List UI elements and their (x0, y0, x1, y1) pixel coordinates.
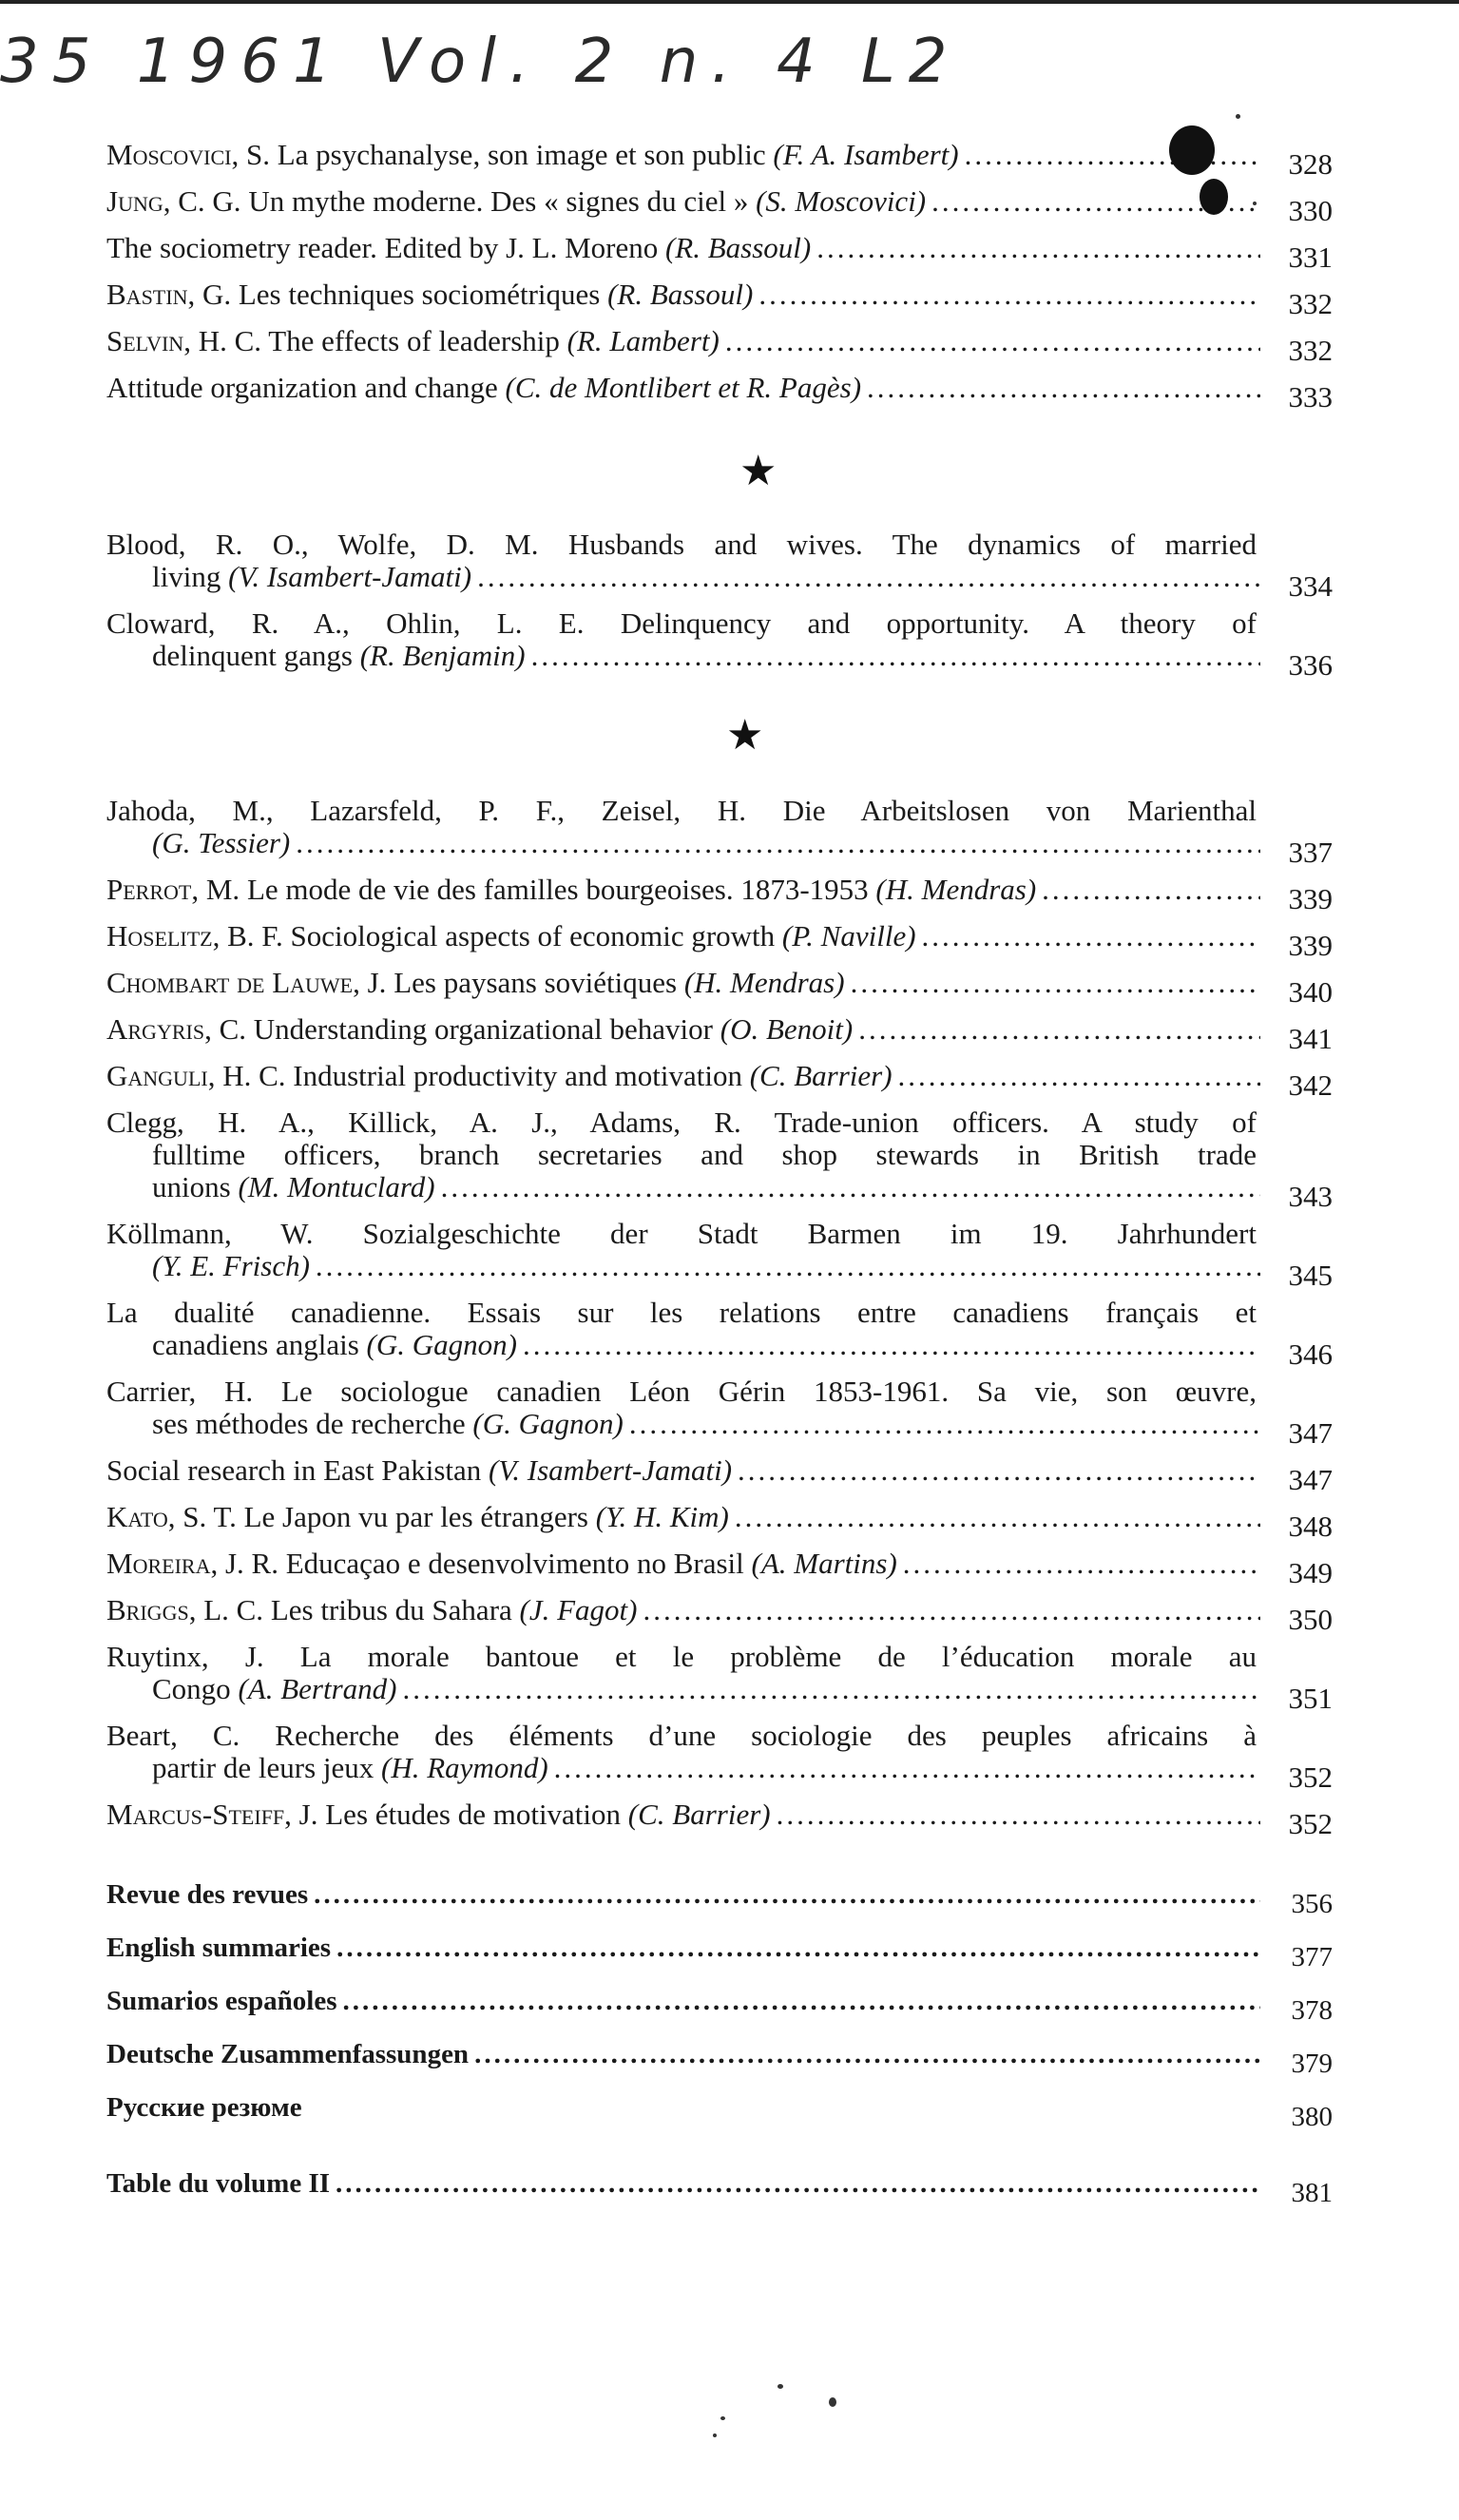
toc-entry: Cloward, R. A., Ohlin, L. E. Delinquency and opportunity. A theory of delinquent gangs (R. Benjamin) ..... 336 (106, 607, 1333, 672)
section-entry: Table du volume II ..... 381 (106, 2167, 1333, 2200)
toc-entry: Ruytinx, J. La morale bantoue et le problème de l’éducation morale au Congo (A. Bertrand) ..... 351 (106, 1641, 1333, 1705)
section-entry: Русские резюме 380 (106, 2092, 1333, 2132)
toc-entry: Perrot, M. Le mode de vie des familles bourgeoises. 1873-1953 (H. Mendras) ..... 339 (106, 874, 1333, 906)
toc-entry: Köllmann, W. Sozialgeschichte der Stadt Barmen im 19. Jahrhundert (Y. E. Frisch) ..... 345 (106, 1218, 1333, 1282)
toc-entry: Moscovici, S. La psychanalyse, son image et son public (F. A. Isambert) ..... 328 (106, 139, 1333, 171)
toc-entry: Clegg, H. A., Killick, A. J., Adams, R. Trade-union officers. A study of fulltime officers, branch secretaries and shop stewards in British trade unions (M. Montuclard) ..... 343 (106, 1106, 1333, 1203)
toc-entry: Ganguli, H. C. Industrial productivity and motivation (C. Barrier) ..... 342 (106, 1060, 1333, 1092)
page-number: 380 (1291, 2102, 1333, 2132)
page-number: 336 (1288, 648, 1333, 682)
toc-entry: Briggs, L. C. Les tribus du Sahara (J. Fagot) ..... 350 (106, 1594, 1333, 1626)
toc-entry: Kato, S. T. Le Japon vu par les étrangers (Y. H. Kim) ..... 348 (106, 1501, 1333, 1533)
page-number: 339 (1288, 882, 1333, 915)
toc-entry: Marcus-Steiff, J. Les études de motivation (C. Barrier) ..... 352 (106, 1799, 1333, 1831)
page-number: 345 (1288, 1259, 1333, 1292)
page-number: 350 (1288, 1603, 1333, 1636)
page-number: 351 (1288, 1682, 1333, 1715)
toc-entry: Attitude organization and change (C. de Montlibert et R. Pagès) ..... 333 (106, 372, 1333, 404)
page-number: 377 (1291, 1942, 1333, 1972)
page-number: 332 (1288, 287, 1333, 320)
toc-group-1 (106, 139, 1333, 418)
ink-blot (1200, 179, 1228, 215)
ink-speck (720, 2416, 725, 2420)
handwritten-annotation: 35 1961 Vol. 2 n. 4 L2 (0, 27, 961, 97)
page-number: 352 (1288, 1760, 1333, 1794)
toc-entry: Social research in East Pakistan (V. Isambert-Jamati) ..... 347 (106, 1454, 1333, 1487)
toc-entry: Jahoda, M., Lazarsfeld, P. F., Zeisel, H. Die Arbeitslosen von Marienthal (G. Tessier) ..... 337 (106, 795, 1333, 859)
page-number: 381 (1291, 2178, 1333, 2208)
page-number: 346 (1288, 1337, 1333, 1371)
toc-sections (106, 1878, 1333, 2214)
page-number: 333 (1288, 380, 1333, 414)
page-number: 378 (1291, 1995, 1333, 2026)
page-number: 343 (1288, 1180, 1333, 1213)
toc-entry: Jung, C. G. Un mythe moderne. Des « signes du ciel » (S. Moscovici) ..... 330 (106, 185, 1333, 218)
toc-entry: The sociometry reader. Edited by J. L. Moreno (R. Bassoul) ..... 331 (106, 232, 1333, 264)
page-number: 347 (1288, 1416, 1333, 1450)
top-border (0, 0, 1459, 4)
toc-entry: Argyris, C. Understanding organizational behavior (O. Benoit) ..... 341 (106, 1013, 1333, 1046)
page-number: 337 (1288, 836, 1333, 869)
toc-entry: Bastin, G. Les techniques sociométriques (R. Bassoul) ..... 332 (106, 279, 1333, 311)
toc-group-2 (106, 529, 1333, 686)
toc-entry: Moreira, J. R. Educaçao e desenvolvimento no Brasil (A. Martins) ..... 349 (106, 1548, 1333, 1580)
star-separator: ★ (726, 711, 764, 760)
section-entry: Revue des revues ..... 356 (106, 1878, 1333, 1911)
section-entry: Sumarios españoles ..... 378 (106, 1985, 1333, 2017)
section-entry: Deutsche Zusammenfassungen ..... 379 (106, 2038, 1333, 2070)
ink-speck (713, 2433, 717, 2437)
page-number: 340 (1288, 975, 1333, 1009)
page-number: 349 (1288, 1556, 1333, 1589)
ink-speck (1236, 114, 1240, 119)
page-number: 342 (1288, 1068, 1333, 1102)
page-number: 379 (1291, 2049, 1333, 2079)
page-number: 339 (1288, 929, 1333, 962)
page-number: 330 (1288, 194, 1333, 227)
toc-entry: Blood, R. O., Wolfe, D. M. Husbands and wives. The dynamics of married living (V. Isambert-Jamati) ..... 334 (106, 529, 1333, 593)
toc-entry: Chombart de Lauwe, J. Les paysans soviétiques (H. Mendras) ..... 340 (106, 967, 1333, 999)
toc-group-3 (106, 795, 1333, 1845)
ink-blot (1169, 125, 1215, 175)
toc-entry: Hoselitz, B. F. Sociological aspects of economic growth (P. Naville) ..... 339 (106, 920, 1333, 952)
page-number: 352 (1288, 1807, 1333, 1840)
page-number: 328 (1288, 147, 1333, 181)
page-number: 331 (1288, 240, 1333, 274)
page-number: 347 (1288, 1463, 1333, 1496)
star-separator: ★ (739, 447, 777, 495)
page-number: 356 (1291, 1889, 1333, 1919)
page-number: 341 (1288, 1022, 1333, 1055)
toc-entry: Selvin, H. C. The effects of leadership (R. Lambert) ..... 332 (106, 325, 1333, 357)
section-entry: English summaries ..... 377 (106, 1932, 1333, 1964)
ink-speck (829, 2397, 836, 2407)
page-number: 332 (1288, 334, 1333, 367)
page-number: 334 (1288, 569, 1333, 603)
ink-speck (1253, 202, 1257, 205)
ink-speck (777, 2384, 783, 2389)
toc-entry: La dualité canadienne. Essais sur les relations entre canadiens français et canadiens anglais (G. Gagnon) ..... 346 (106, 1297, 1333, 1361)
toc-entry: Beart, C. Recherche des éléments d’une sociologie des peuples africains à partir de leurs jeux (H. Raymond) ..... 352 (106, 1720, 1333, 1784)
page-number: 348 (1288, 1510, 1333, 1543)
toc-entry: Carrier, H. Le sociologue canadien Léon Gérin 1853-1961. Sa vie, son œuvre, ses méthodes de recherche (G. Gagnon) ..... 347 (106, 1375, 1333, 1440)
